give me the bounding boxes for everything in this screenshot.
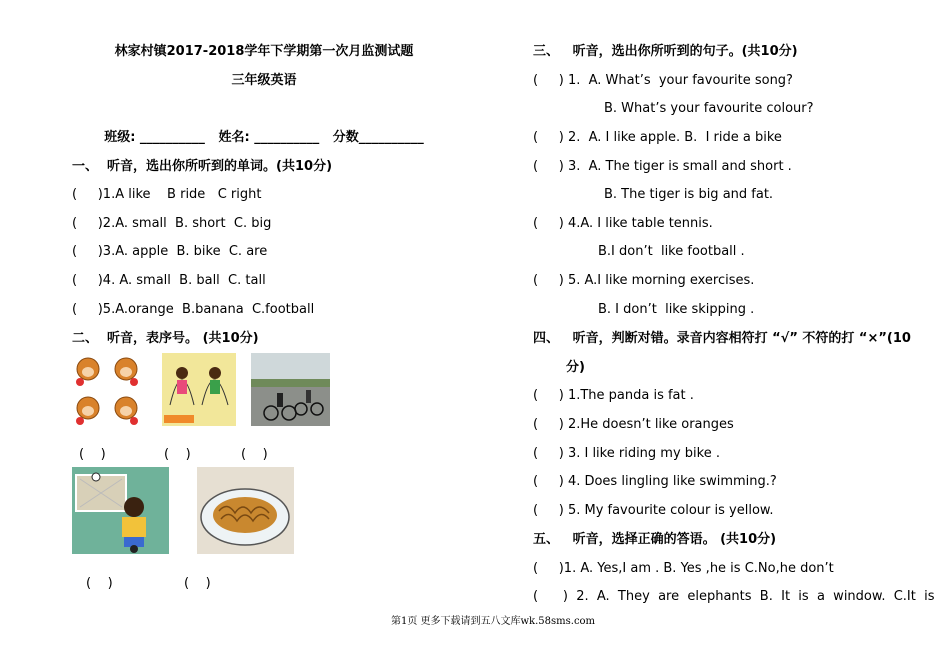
section-1-item: ( )5.A.orange B.banana C.football (72, 302, 315, 317)
section-3-line: ( ) 4.A. I like table tennis. (533, 216, 713, 231)
section-4-item: ( ) 4. Does lingling like swimming.? (533, 474, 777, 489)
answer-paren: ( ) (184, 576, 211, 591)
answer-paren: ( ) (164, 447, 191, 462)
kids-skipping-rope-picture (162, 353, 236, 426)
answer-paren: ( ) (86, 576, 113, 591)
section-3-line: B. What’s your favourite colour? (604, 101, 814, 116)
section-3-line: ( ) 1. A. What’s your favourite song? (533, 73, 793, 88)
answer-paren: ( ) (241, 447, 268, 462)
section-1-item: ( )3.A. apple B. bike C. are (72, 244, 268, 259)
section-3-line: B. I don’t like skipping . (598, 302, 755, 317)
section-5-item: ( ) 2. A. They are elephants B. It is a window. C.It is (533, 589, 935, 604)
page-footer: 第1页 更多下载请到五八文库wk.58sms.com (390, 616, 596, 627)
page-title: 林家村镇2017-2018学年下学期第一次月监测试题 (114, 44, 414, 59)
section-4-item: ( ) 1.The panda is fat . (533, 388, 694, 403)
section-4-item: ( ) 5. My favourite colour is yellow. (533, 503, 774, 518)
section-3-line: ( ) 3. A. The tiger is small and short . (533, 159, 792, 174)
answer-paren: ( ) (79, 447, 106, 462)
section-5-heading: 五、 听音，选择正确的答语。 (共10分) (533, 532, 777, 547)
section-3-line: B. The tiger is big and fat. (604, 187, 774, 202)
monkeys-picture (70, 352, 146, 428)
section-3-line: ( ) 5. A.I like morning exercises. (533, 273, 755, 288)
section-1-item: ( )2.A. small B. short C. big (72, 216, 272, 231)
section-4-heading: 四、 听音，判断对错。录音内容相符打 “√” 不符的打 “×”(10 (533, 331, 911, 346)
people-riding-bikes-picture (251, 353, 330, 426)
section-2-heading: 二、 听音，表序号。 (共10分) (72, 331, 259, 346)
section-3-line: ( ) 2. A. I like apple. B. I ride a bike (533, 130, 782, 145)
section-3-line: B.I don’t like football . (598, 244, 745, 259)
section-1-item: ( )4. A. small B. ball C. tall (72, 273, 266, 288)
section-4-item: ( ) 3. I like riding my bike . (533, 446, 720, 461)
section-5-item: ( )1. A. Yes,I am . B. Yes ,he is C.No,he don’t (533, 561, 834, 576)
section-4-item: ( ) 2.He doesn’t like oranges (533, 417, 734, 432)
noodles-on-plate-picture (197, 467, 294, 554)
section-1-heading: 一、 听音，选出你所听到的单词。(共10分) (72, 159, 333, 174)
boy-playing-football-picture (72, 467, 169, 554)
page-subtitle: 三年级英语 (231, 73, 297, 88)
student-info-line: 班级: __________ 姓名: __________ 分数__________ (104, 130, 424, 145)
section-3-heading: 三、 听音，选出你所听到的句子。(共10分) (533, 44, 798, 59)
section-1-item: ( )1.A like B ride C right (72, 187, 262, 202)
section-4-heading-cont: 分) (566, 360, 585, 375)
